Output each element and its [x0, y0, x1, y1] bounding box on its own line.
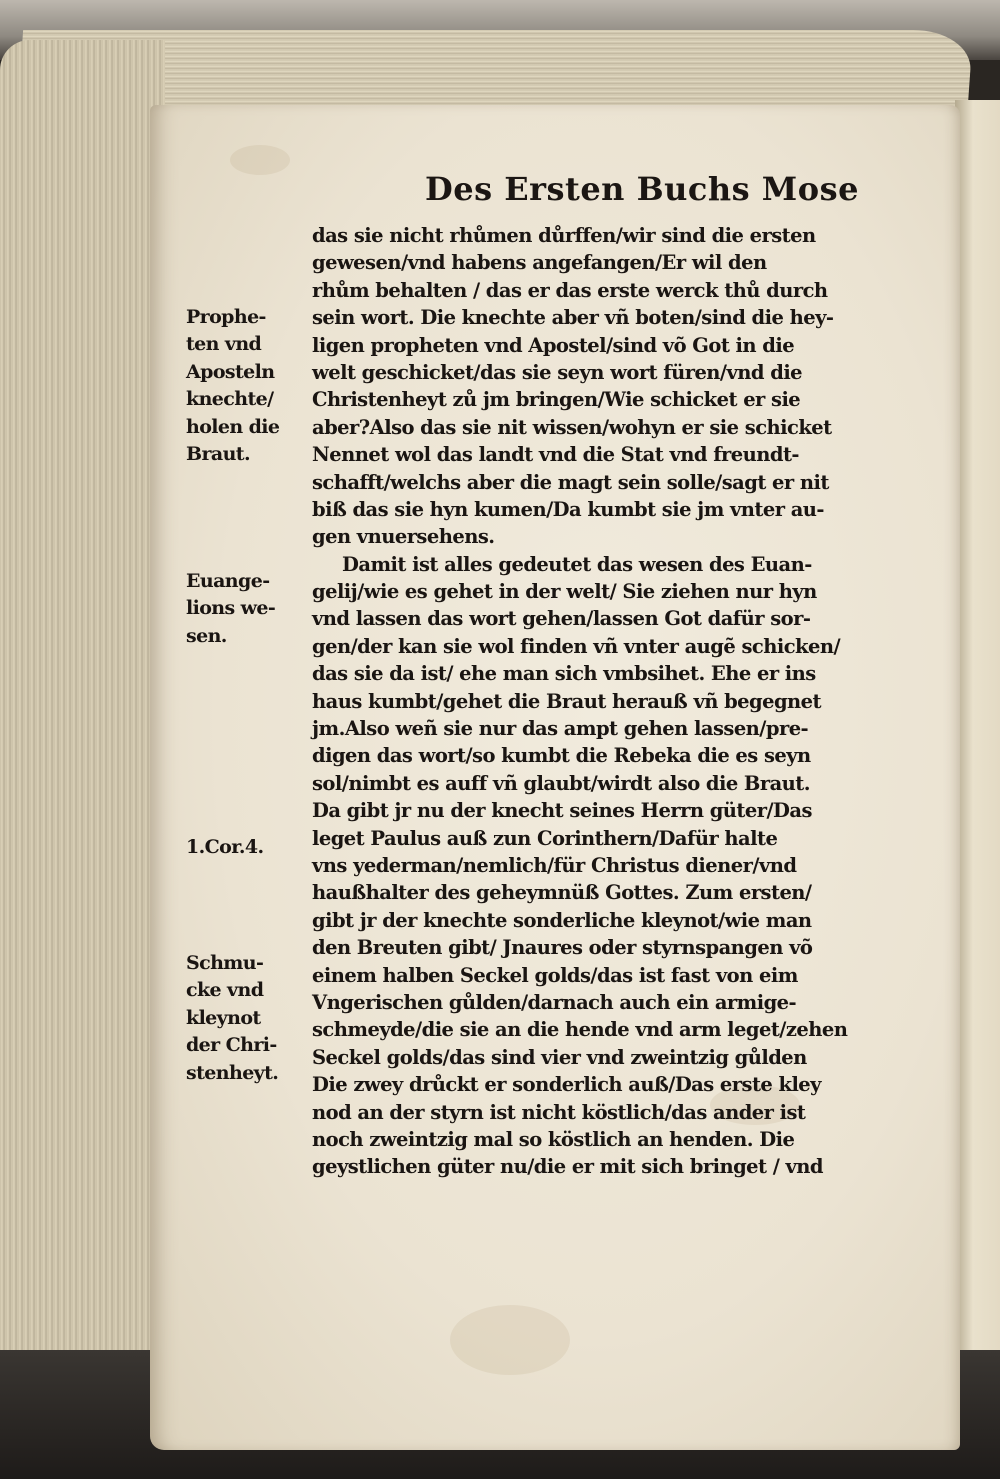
gloss-line: ten vnd: [186, 333, 262, 356]
text-line: geystlichen güter nu/die er mit sich bringet / vnd: [312, 1155, 824, 1179]
text-line: den Breuten gibt/ Jnaures oder styrnspangen võ: [312, 936, 813, 960]
gloss-line: Euange-: [186, 570, 270, 592]
text-line: vnd lassen das wort gehen/lassen Got dafür sor-: [312, 607, 811, 631]
gloss-line: Prophe-: [186, 306, 266, 328]
foxing-spot: [230, 145, 290, 175]
text-line: welt geschicket/das sie seyn wort füren/vnd die: [312, 360, 803, 384]
text-line: Nennet wol das landt vnd die Stat vnd freundt-: [312, 443, 799, 467]
text-line: einem halben Seckel golds/das ist fast von eim: [312, 963, 798, 987]
text-line: haus kumbt/gehet die Braut herauß vñ begegnet: [312, 689, 821, 713]
text-line: sein wort. Die knechte aber vñ boten/sind die hey-: [312, 306, 834, 330]
gloss-line: knechte/: [186, 388, 274, 411]
text-line: gen/der kan sie wol finden vñ vnter augẽ schicken/: [312, 634, 841, 658]
text-line: sol/nimbt es auff vñ glaubt/wirdt also die Braut.: [312, 771, 810, 795]
text-line: aber?Also das sie nit wissen/wohyn er sie schicket: [312, 415, 832, 439]
text-line: nod an der styrn ist nicht köstlich/das ander ist: [312, 1100, 806, 1124]
running-head: Des Ersten Buchs Mose: [425, 170, 859, 208]
gloss-line: Schmu-: [186, 952, 264, 974]
text-line: schafft/welchs aber die magt sein solle/sagt er nit: [312, 470, 829, 494]
text-line: Seckel golds/das sind vier vnd zweintzig gůlden: [312, 1045, 807, 1069]
gloss-line: kleynot: [186, 1006, 261, 1029]
marginal-gloss-jewels: [186, 950, 316, 1087]
text-line: digen das wort/so kumbt die Rebeka die es seyn: [312, 744, 811, 768]
text-line: das sie da ist/ ehe man sich vmbsihet. Ehe er ins: [312, 662, 816, 686]
text-line: schmeyde/die sie an die hende vnd arm leget/zehen: [312, 1018, 848, 1042]
facing-page-edge: [955, 100, 1000, 1450]
text-line: Christenheyt zů jm bringen/Wie schicket er sie: [312, 388, 801, 412]
text-line: gelij/wie es gehet in der welt/ Sie ziehen nur hyn: [312, 580, 817, 604]
text-line: gen vnuersehens.: [312, 525, 495, 549]
text-line: Damit ist alles gedeutet das wesen des Euan-: [342, 552, 812, 576]
text-line: gibt jr der knechte sonderliche kleynot/wie man: [312, 908, 812, 932]
text-line: haußhalter des geheymnüß Gottes. Zum ersten/: [312, 881, 812, 905]
gloss-line: 1.Cor.4.: [186, 836, 264, 858]
marginal-gloss-reference: [186, 834, 316, 861]
text-line: noch zweintzig mal so köstlich an henden. Die: [312, 1127, 795, 1151]
text-line: Da gibt jr nu der knecht seines Herrn güter/Das: [312, 799, 812, 823]
text-line: leget Paulus auß zun Corinthern/Dafür halte: [312, 826, 778, 850]
main-text-block: [312, 222, 892, 1181]
gloss-line: holen die: [186, 415, 280, 438]
gloss-line: Braut.: [186, 442, 250, 465]
text-line: gewesen/vnd habens angefangen/Er wil den: [312, 251, 767, 275]
text-line: Vngerischen gůlden/darnach auch ein armige-: [312, 990, 797, 1014]
text-line: jm.Also weñ sie nur das ampt gehen lassen/pre-: [312, 717, 809, 741]
gloss-line: sen.: [186, 624, 227, 647]
text-line: Die zwey drůckt er sonderlich auß/Das erste kley: [312, 1073, 821, 1097]
text-line: ligen propheten vnd Apostel/sind võ Got in die: [312, 333, 795, 357]
foxing-spot: [450, 1305, 570, 1375]
gloss-line: cke vnd: [186, 979, 264, 1002]
text-line: das sie nicht rhůmen důrffen/wir sind die ersten: [312, 224, 816, 247]
gloss-line: lions we-: [186, 597, 276, 620]
text-line: vns yederman/nemlich/für Christus diener/vnd: [312, 853, 797, 877]
page-edges-left: [0, 40, 165, 1460]
gloss-line: stenheyt.: [186, 1061, 279, 1084]
marginal-gloss-gospel: [186, 568, 316, 650]
marginal-gloss-prophets: [186, 304, 316, 468]
gloss-line: der Chri-: [186, 1034, 277, 1057]
text-line: rhům behalten / das er das erste werck thů durch: [312, 278, 828, 302]
gloss-line: Aposteln: [186, 360, 275, 383]
text-line: biß das sie hyn kumen/Da kumbt sie jm vnter au-: [312, 497, 824, 521]
